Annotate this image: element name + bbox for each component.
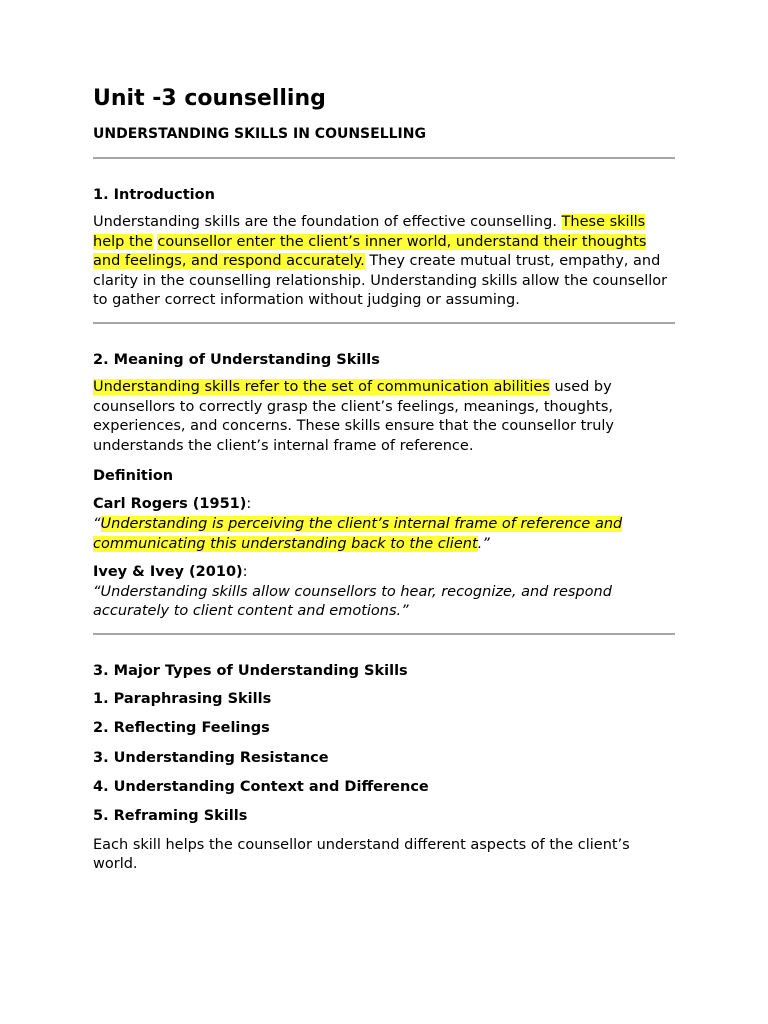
intro-text-3: They create mutual trust, empathy, and clarity in the counselling relationship. Understanding skills allow the counsellor to gather correct information without judging or assuming. (93, 253, 668, 309)
meaning-highlight: Understanding skills refer to the set of communication abilities (93, 378, 550, 395)
types-closing-paragraph: Each skill helps the counsellor understand different aspects of the client’s world. (93, 836, 630, 873)
intro-highlight-2: counsellor enter the client’s inner world, understand their thoughts and feelings, and respond accurately. (93, 233, 647, 270)
ivey-quote: “Understanding skills allow counsellors to hear, recognize, and respond accurately to client content and emotions.” (93, 583, 612, 620)
meaning-paragraph (93, 378, 675, 456)
rogers-quote: Understanding is perceiving the client’s internal frame of reference and communicating this understanding back to the client (93, 515, 623, 552)
section-divider (93, 157, 675, 159)
intro-text-1: Understanding skills are the foundation of effective counselling. (93, 214, 562, 230)
ivey-colon: : (242, 564, 248, 581)
rogers-citation (93, 495, 675, 554)
definition-label: Definition (93, 468, 174, 485)
rogers-colon: : (246, 496, 252, 513)
document-subtitle: UNDERSTANDING SKILLS IN COUNSELLING (93, 126, 426, 142)
document-title: Unit -3 counselling (93, 86, 326, 111)
ivey-author: Ivey & Ivey (2010) (93, 564, 243, 581)
intro-highlight-1: These skills help the (93, 214, 646, 250)
introduction-paragraph (93, 213, 675, 311)
meaning-text: used by counsellors to correctly grasp the client’s feelings, meanings, thoughts, experiences, and concerns. These skills ensure that the counsellor truly understands the client’s internal frame of reference. (93, 378, 615, 454)
skill-item: 5. Reframing Skills (93, 808, 248, 825)
section-heading-introduction: 1. Introduction (93, 187, 215, 203)
skill-item: 1. Paraphrasing Skills (93, 690, 272, 707)
rogers-close-quote: .” (477, 535, 490, 552)
section-divider (93, 633, 675, 635)
rogers-open-quote: “ (93, 515, 101, 532)
section-heading-meaning: 2. Meaning of Understanding Skills (93, 351, 380, 368)
ivey-citation (93, 563, 675, 622)
section-divider (93, 322, 675, 324)
skill-item: 4. Understanding Context and Difference (93, 779, 429, 796)
skill-item: 2. Reflecting Feelings (93, 720, 270, 737)
rogers-author: Carl Rogers (1951) (93, 496, 247, 513)
section-heading-types: 3. Major Types of Understanding Skills (93, 662, 408, 679)
skill-item: 3. Understanding Resistance (93, 749, 329, 766)
